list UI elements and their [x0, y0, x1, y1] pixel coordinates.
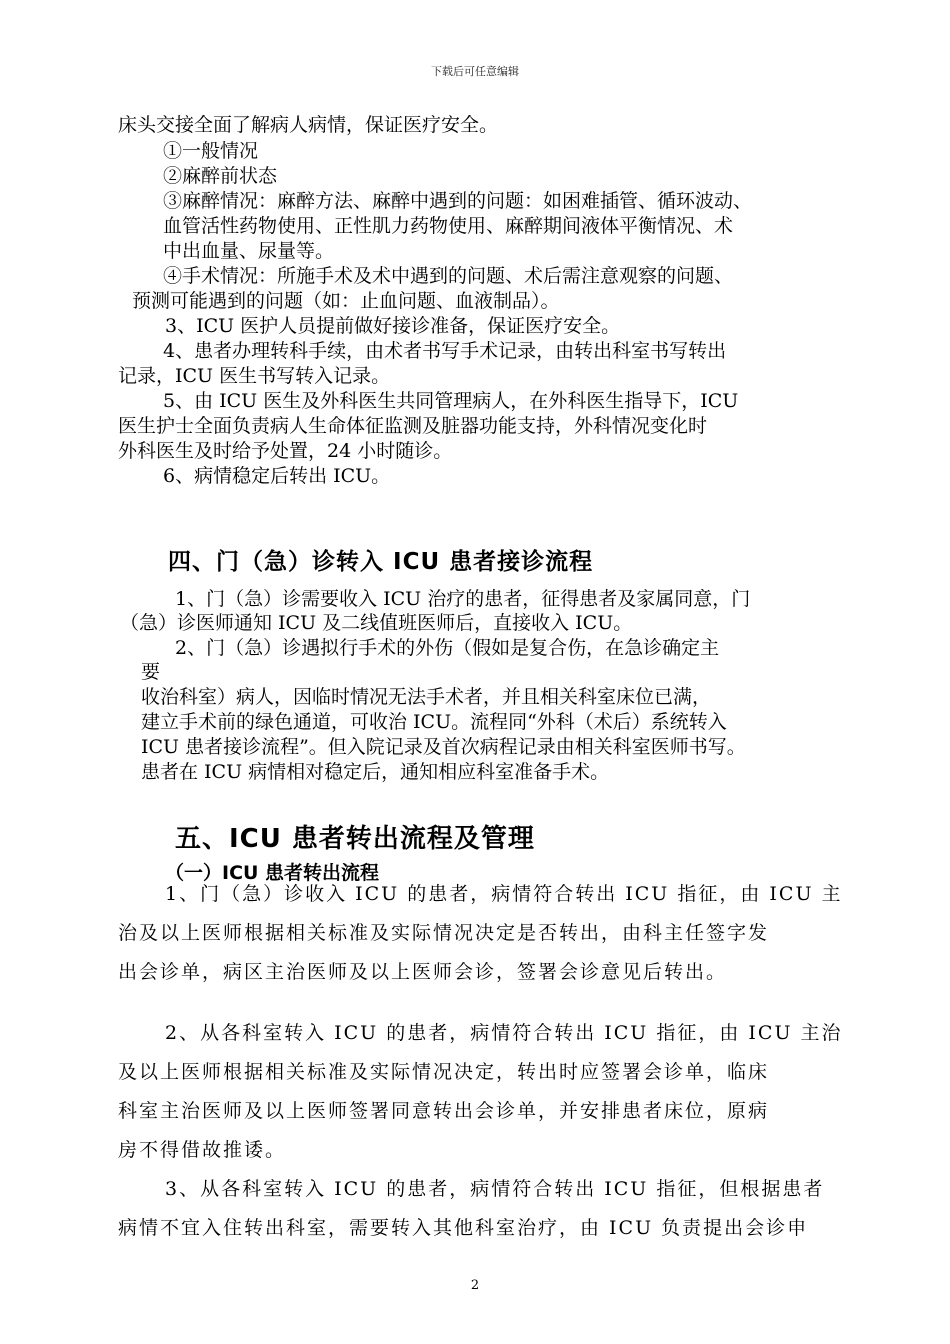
- list-item: ③麻醉情况：麻醉方法、麻醉中遇到的问题：如困难插管、循环波动、: [163, 190, 753, 212]
- paragraph-line: 2、门（急）诊遇拟行手术的外伤（假如是复合伤，在急诊确定主: [175, 637, 720, 659]
- paragraph-line: 1、门（急）诊收入 ICU 的患者，病情符合转出 ICU 指征，由 ICU 主: [165, 883, 843, 905]
- list-item: ②麻醉前状态: [163, 165, 278, 187]
- paragraph-line: 床头交接全面了解病人病情，保证医疗安全。: [118, 114, 499, 136]
- paragraph-line: （急）诊医师通知 ICU 及二线值班医师后，直接收入 ICU。: [120, 612, 633, 634]
- list-item: 6、病情稳定后转出 ICU。: [163, 465, 391, 487]
- list-item: 5、由 ICU 医生及外科医生共同管理病人，在外科医生指导下，ICU: [163, 390, 739, 412]
- list-item: ④手术情况：所施手术及术中遇到的问题、术后需注意观察的问题、: [163, 265, 734, 287]
- paragraph-line: ICU 患者接诊流程”。但入院记录及首次病程记录由相关科室医师书写。: [141, 736, 746, 758]
- paragraph-line: 外科医生及时给予处置，24 小时随诊。: [118, 440, 453, 462]
- paragraph-line: 科室主治医师及以上医师签署同意转出会诊单，并安排患者床位，原病: [118, 1100, 770, 1122]
- paragraph-line: 2、从各科室转入 ICU 的患者，病情符合转出 ICU 指征，由 ICU 主治: [165, 1022, 843, 1044]
- paragraph-line: 患者在 ICU 病情相对稳定后，通知相应科室准备手术。: [141, 761, 610, 783]
- paragraph-line: 房不得借故推诿。: [118, 1139, 287, 1161]
- paragraph-line: 预测可能遇到的问题（如：止血问题、血液制品）。: [132, 290, 560, 312]
- list-item: 4、患者办理转科手续，由术者书写手术记录，由转出科室书写转出: [163, 340, 727, 362]
- paragraph-line: 记录，ICU 医生书写转入记录。: [118, 365, 391, 387]
- list-item: ①一般情况: [163, 140, 259, 162]
- paragraph-line: 要: [141, 661, 161, 683]
- paragraph-line: 收治科室）病人，因临时情况无法手术者，并且相关科室床位已满，: [141, 686, 712, 708]
- page-number: 2: [470, 1278, 480, 1293]
- paragraph-line: 医生护士全面负责病人生命体征监测及脏器功能支持，外科情况变化时: [118, 415, 708, 437]
- paragraph-line: 及以上医师根据相关标准及实际情况决定，转出时应签署会诊单，临床: [118, 1061, 770, 1083]
- paragraph-line: 建立手术前的绿色通道，可收治 ICU。流程同“外科（术后）系统转入: [141, 711, 727, 733]
- paragraph-line: 血管活性药物使用、正性肌力药物使用、麻醉期间液体平衡情况、术: [163, 215, 734, 237]
- subsection-heading: （一）ICU 患者转出流程: [165, 862, 380, 884]
- paragraph-line: 3、从各科室转入 ICU 的患者，病情符合转出 ICU 指征，但根据患者: [165, 1178, 825, 1200]
- list-item: 3、ICU 医护人员提前做好接诊准备，保证医疗安全。: [165, 315, 621, 337]
- paragraph-line: 1、门（急）诊需要收入 ICU 治疗的患者，征得患者及家属同意，门: [175, 588, 751, 610]
- section-heading: 五、ICU 患者转出流程及管理: [175, 824, 535, 854]
- paragraph-line: 治及以上医师根据相关标准及实际情况决定是否转出，由科主任签字发: [118, 922, 770, 944]
- paragraph-line: 中出血量、尿量等。: [163, 240, 335, 262]
- paragraph-line: 病情不宜入住转出科室，需要转入其他科室治疗，由 ICU 负责提出会诊申: [118, 1217, 809, 1239]
- section-heading: 四、门（急）诊转入 ICU 患者接诊流程: [168, 549, 594, 575]
- paragraph-line: 出会诊单，病区主治医师及以上医师会诊，签署会诊意见后转出。: [118, 961, 728, 983]
- page-header: 下载后可任意编辑: [431, 65, 519, 78]
